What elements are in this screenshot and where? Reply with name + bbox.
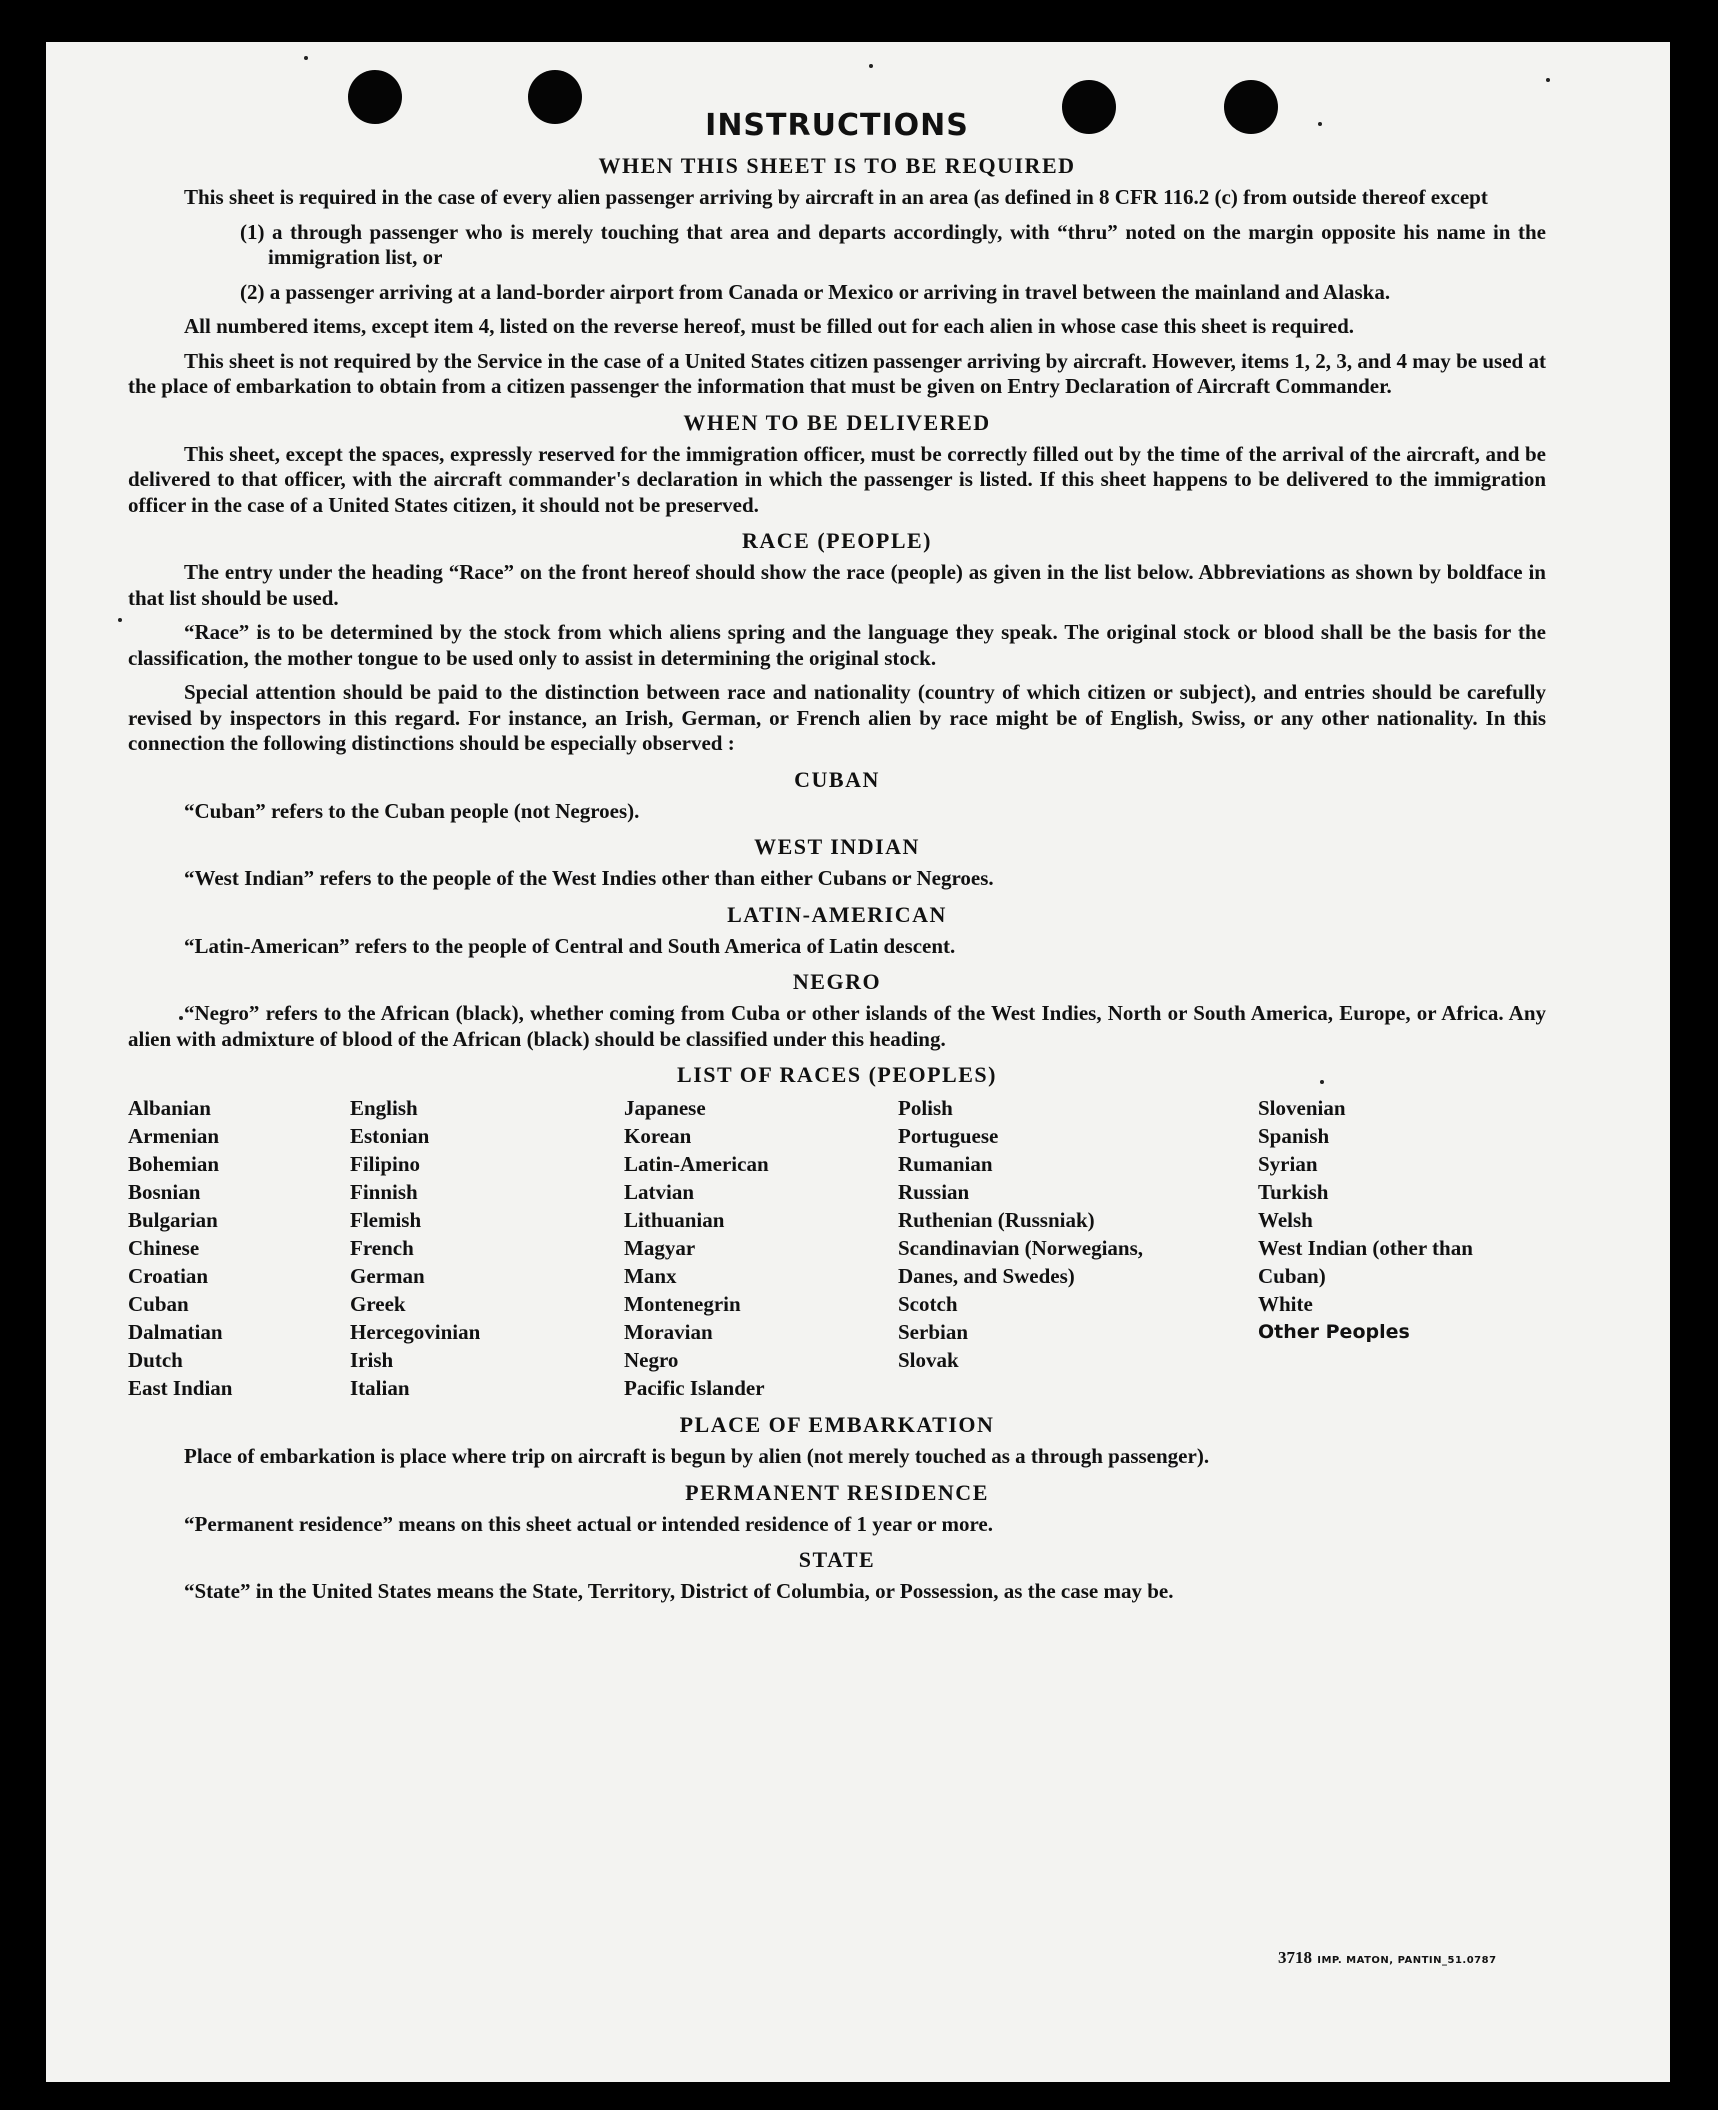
printer-imprint bbox=[1278, 1948, 1497, 1968]
paragraph: This sheet is not required by the Service in the case of a United States citizen passenger arriving by aircraft. However, items 1, 2, 3, and 4 may be used at the place of embarkation to obtain from a citizen passenger the information that must be given on Entry Declaration of Aircraft Commander. bbox=[128, 348, 1546, 398]
race-item: Greek bbox=[350, 1292, 406, 1316]
race-item: Irish bbox=[350, 1348, 394, 1372]
list-item: (1) a through passenger who is merely touching that area and departs accordingly, with “thru” noted on the margin opposite his name in the immigration list, or bbox=[240, 219, 1546, 269]
paragraph: “Permanent residence” means on this sheet actual or intended residence of 1 year or more. bbox=[184, 1511, 993, 1536]
race-item: Italian bbox=[350, 1376, 410, 1400]
race-item: French bbox=[350, 1236, 414, 1260]
paragraph: “Latin-American” refers to the people of Central and South America of Latin descent. bbox=[184, 933, 956, 958]
race-item: Dutch bbox=[128, 1348, 183, 1372]
paragraph: “Cuban” refers to the Cuban people (not Negroes). bbox=[184, 798, 640, 823]
race-item: Estonian bbox=[350, 1124, 430, 1148]
section-heading-race: RACE (PEOPLE) bbox=[742, 528, 932, 553]
paragraph: “Negro” refers to the African (black), whether coming from Cuba or other islands of the West Indies, North or South America, Europe, or Africa. Any alien with admixture of blood of the African (black) should be classified under this heading. bbox=[128, 1001, 1546, 1051]
race-column bbox=[128, 1094, 350, 1402]
race-item: Turkish bbox=[1258, 1180, 1329, 1204]
race-item: White bbox=[1258, 1292, 1313, 1316]
section-heading-required: WHEN THIS SHEET IS TO BE REQUIRED bbox=[598, 153, 1076, 178]
race-item: Latin-American bbox=[624, 1152, 769, 1176]
race-item: Russian bbox=[898, 1180, 970, 1204]
race-item: Polish bbox=[898, 1096, 953, 1120]
race-item: Armenian bbox=[128, 1124, 219, 1148]
section-heading-west-indian: WEST INDIAN bbox=[754, 834, 920, 859]
race-item: Manx bbox=[624, 1264, 677, 1288]
race-item: Other Peoples bbox=[1258, 1321, 1410, 1343]
section-heading-residence: PERMANENT RESIDENCE bbox=[685, 1479, 989, 1505]
race-item: Magyar bbox=[624, 1236, 696, 1260]
page-title: INSTRUCTIONS bbox=[705, 108, 969, 143]
speck bbox=[869, 64, 873, 68]
race-item: Chinese bbox=[128, 1236, 200, 1260]
speck bbox=[118, 618, 122, 622]
paragraph: Place of embarkation is place where trip on aircraft is begun by alien (not merely touched as a through passenger). bbox=[184, 1444, 1210, 1468]
race-column bbox=[898, 1094, 1258, 1402]
paragraph: Special attention should be paid to the distinction between race and nationality (country of which citizen or subject), and entries should be carefully revised by inspectors in this regard. For instance, an Irish, German, or French alien by race might be of English, Swiss, or any other nationality. In this connection the following distinctions should be especially observed : bbox=[128, 680, 1546, 755]
race-item: Welsh bbox=[1258, 1208, 1313, 1232]
section-heading-latin-american: LATIN-AMERICAN bbox=[727, 901, 947, 927]
race-item: Scandinavian (Norwegians, Danes, and Swedes) bbox=[898, 1236, 1144, 1288]
race-item: Negro bbox=[624, 1348, 679, 1372]
race-item: Flemish bbox=[350, 1208, 422, 1232]
race-item: Albanian bbox=[128, 1096, 211, 1120]
form-number: 3718 bbox=[1278, 1948, 1312, 1967]
paragraph: This sheet, except the spaces, expressly reserved for the immigration officer, must be correctly filled out by the time of the arrival of the aircraft, and be delivered to that officer, with the aircraft commander's declaration in which the passenger is listed. If this sheet happens to be delivered to the immigration officer in the case of a United States citizen, it should not be preserved. bbox=[128, 441, 1546, 517]
paragraph: “Race” is to be determined by the stock from which aliens spring and the language they speak. The original stock or blood shall be the basis for the classification, the mother tongue to be used only to assist in determining the original stock. bbox=[128, 620, 1546, 670]
section-heading-delivered: WHEN TO BE DELIVERED bbox=[683, 409, 991, 435]
paragraph: The entry under the heading “Race” on the front hereof should show the race (people) as given in the list below. Abbreviations as shown by boldface in that list should be used. bbox=[128, 560, 1546, 610]
race-column bbox=[1258, 1094, 1498, 1402]
race-item: Latvian bbox=[624, 1180, 695, 1204]
race-column bbox=[624, 1094, 898, 1402]
printer-name: IMP. MATON, PANTIN_51.0787 bbox=[1317, 1955, 1497, 1966]
race-item: Dalmatian bbox=[128, 1320, 223, 1344]
race-list bbox=[128, 1094, 1546, 1402]
race-column bbox=[350, 1094, 624, 1402]
race-item: Bulgarian bbox=[128, 1208, 218, 1232]
race-item: Croatian bbox=[128, 1264, 209, 1288]
race-item: Slovenian bbox=[1258, 1096, 1346, 1120]
race-item: Rumanian bbox=[898, 1152, 993, 1176]
race-item: Bohemian bbox=[128, 1152, 220, 1176]
section-heading-negro: NEGRO bbox=[792, 969, 882, 994]
race-item: Bosnian bbox=[128, 1180, 201, 1204]
race-item: Finnish bbox=[350, 1180, 418, 1204]
race-item: English bbox=[350, 1096, 418, 1120]
speck bbox=[304, 56, 308, 60]
race-item: Lithuanian bbox=[624, 1208, 725, 1232]
race-item: Montenegrin bbox=[624, 1292, 741, 1316]
race-item: Hercegovinian bbox=[350, 1320, 481, 1344]
race-item: East Indian bbox=[128, 1376, 233, 1400]
section-heading-race-list: LIST OF RACES (PEOPLES) bbox=[677, 1062, 997, 1087]
race-item: Cuban bbox=[128, 1292, 189, 1316]
paragraph: “State” in the United States means the State, Territory, District of Columbia, or Possession, as the case may be. bbox=[184, 1579, 1174, 1603]
speck bbox=[1546, 78, 1550, 82]
race-item: Filipino bbox=[350, 1152, 421, 1176]
race-item: Pacific Islander bbox=[624, 1376, 765, 1400]
race-item: German bbox=[350, 1264, 425, 1288]
race-item: Slovak bbox=[898, 1348, 959, 1372]
race-item: Ruthenian (Russniak) bbox=[898, 1208, 1095, 1232]
race-item: West Indian (other than Cuban) bbox=[1258, 1236, 1473, 1288]
race-item: Portuguese bbox=[898, 1124, 999, 1148]
paragraph: This sheet is required in the case of every alien passenger arriving by aircraft in an area (as defined in 8 CFR 116.2 (c) from outside thereof except bbox=[184, 185, 1488, 209]
section-heading-embarkation: PLACE OF EMBARKATION bbox=[679, 1412, 995, 1437]
race-item: Spanish bbox=[1258, 1124, 1330, 1148]
list-item: (2) a passenger arriving at a land-border airport from Canada or Mexico or arriving in travel between the mainland and Alaska. bbox=[240, 279, 1391, 304]
paragraph: “West Indian” refers to the people of the West Indies other than either Cubans or Negroes. bbox=[184, 866, 994, 890]
race-item: Scotch bbox=[898, 1292, 958, 1316]
race-item: Moravian bbox=[624, 1320, 713, 1344]
race-item: Serbian bbox=[898, 1320, 969, 1344]
race-item: Japanese bbox=[624, 1096, 706, 1120]
race-item: Syrian bbox=[1258, 1152, 1318, 1176]
race-item: Korean bbox=[624, 1124, 692, 1148]
section-heading-state: STATE bbox=[798, 1547, 876, 1572]
paragraph: All numbered items, except item 4, listed on the reverse hereof, must be filled out for each alien in whose case this sheet is required. bbox=[184, 314, 1355, 338]
section-heading-cuban: CUBAN bbox=[794, 766, 880, 792]
